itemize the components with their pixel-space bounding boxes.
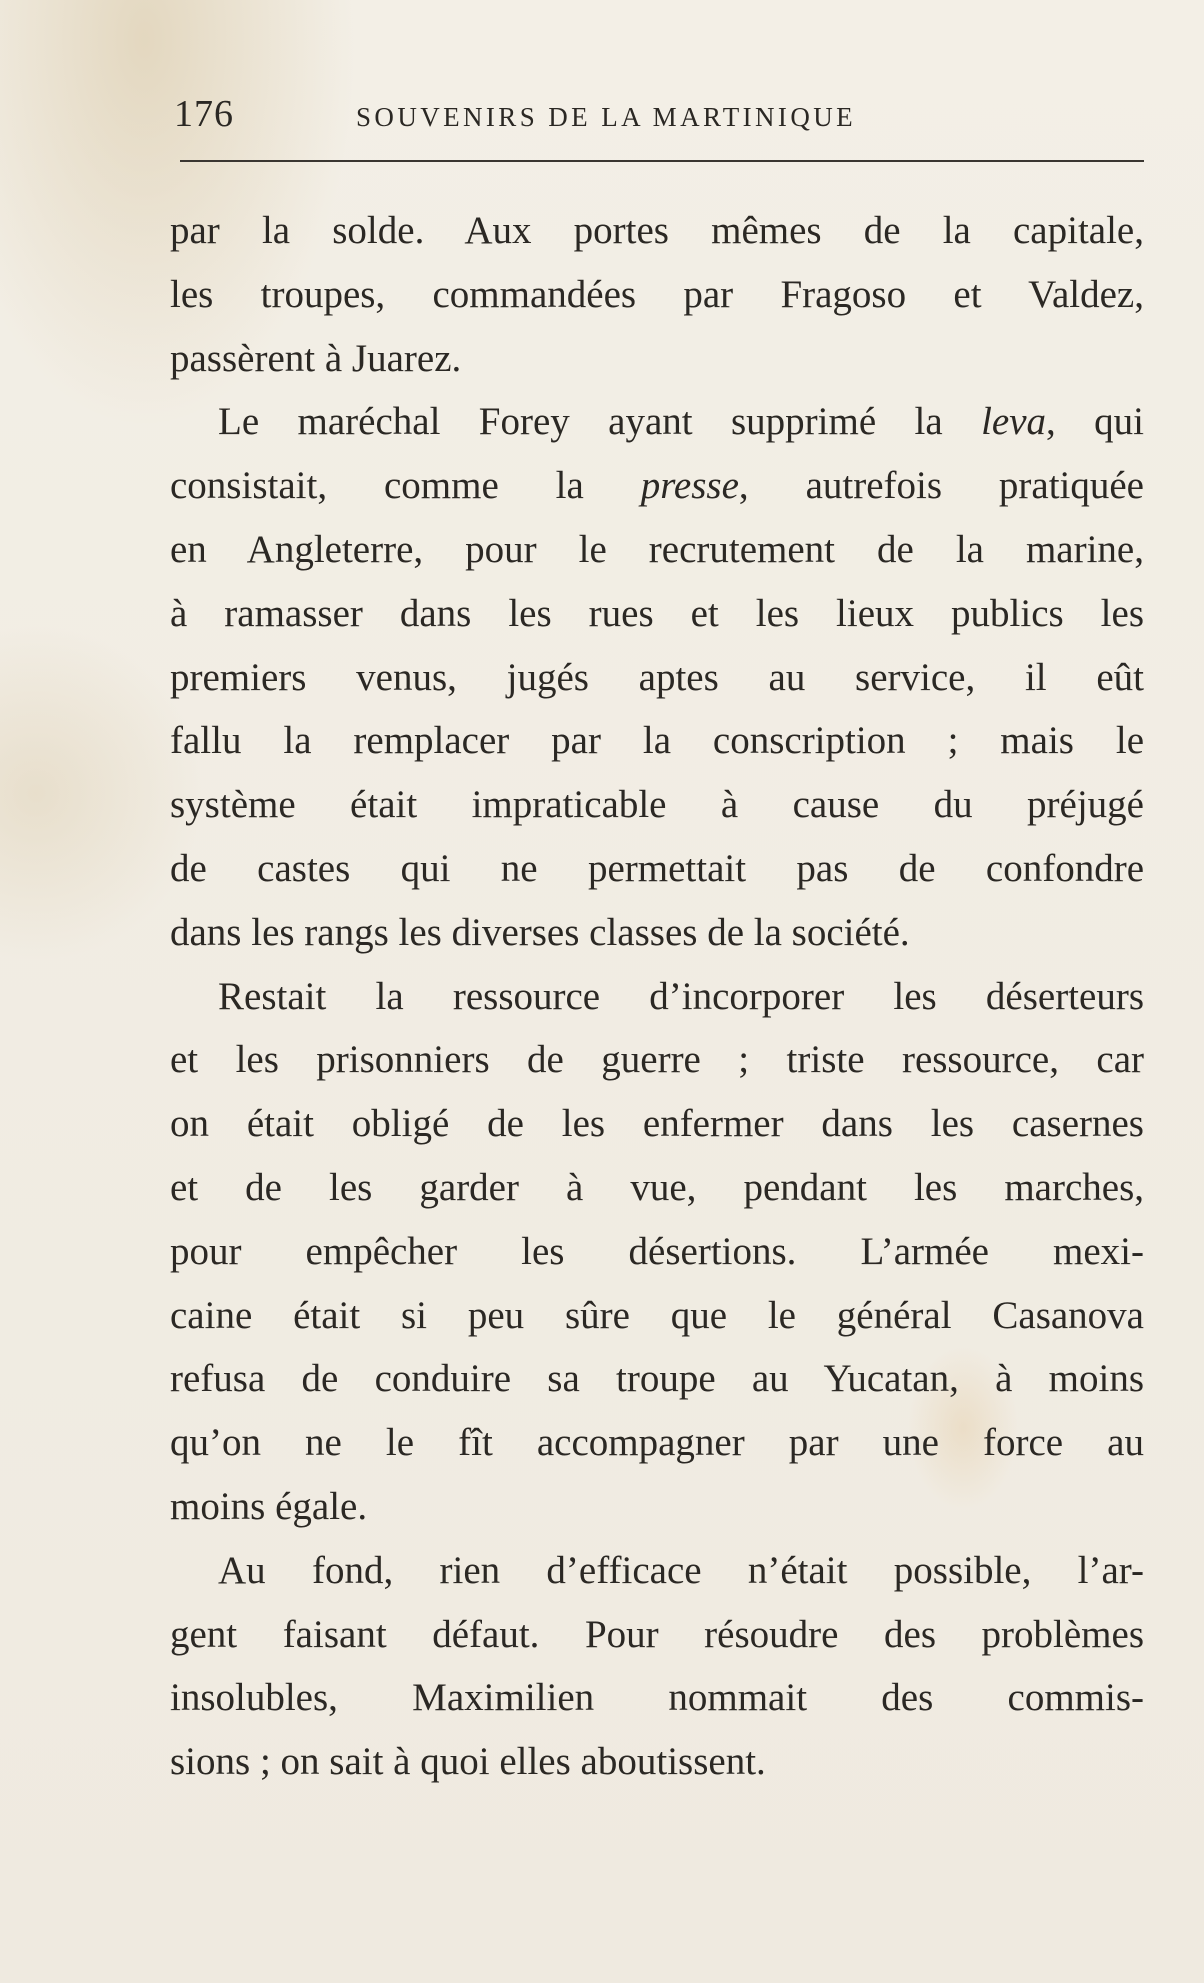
- text-line: par la solde. Aux portes mêmes de la capitale,: [170, 209, 1144, 252]
- text-line: à ramasser dans les rues et les lieux publics les: [170, 591, 1144, 635]
- text-line: système était impraticable à cause du préjugé: [170, 783, 1144, 827]
- text-segment: , qui: [1046, 400, 1144, 444]
- text-line: sions ; on sait à quoi elles aboutissent.: [170, 1740, 766, 1784]
- text-line: premiers venus, jugés aptes au service, il eût: [170, 655, 1144, 699]
- italic-term: leva: [981, 400, 1047, 444]
- text-line: passèrent à Juarez.: [170, 336, 462, 380]
- text-line: les troupes, commandées par Fragoso et Valdez,: [170, 272, 1144, 316]
- text-line: moins égale.: [170, 1484, 368, 1528]
- header-rule: [180, 160, 1144, 162]
- page-header: [170, 88, 1146, 148]
- text-line: Restait la ressource d’incorporer les déserteurs: [218, 974, 1144, 1018]
- text-line: insolubles, Maximilien nommait des commis-: [170, 1676, 1144, 1720]
- text-line: caine était si peu sûre que le général Casanova: [170, 1293, 1144, 1337]
- text-line: qu’on ne le fît accompagner par une force au: [170, 1421, 1144, 1465]
- text-segment: consistait, comme la: [170, 464, 641, 508]
- text-line: gent faisant défaut. Pour résoudre des problèmes: [170, 1612, 1144, 1656]
- body-text: [170, 199, 1144, 1794]
- italic-term: presse: [640, 464, 739, 508]
- text-line: et les prisonniers de guerre ; triste ressource, car: [170, 1038, 1144, 1082]
- text-line: [170, 454, 1144, 518]
- text-segment: , autrefois pratiquée: [738, 464, 1144, 508]
- text-line: dans les rangs les diverses classes de la société.: [170, 910, 910, 954]
- text-line: Au fond, rien d’efficace n’était possible, l’ar-: [218, 1548, 1144, 1592]
- text-line: en Angleterre, pour le recrutement de la marine,: [170, 527, 1144, 571]
- text-line: et de les garder à vue, pendant les marches,: [170, 1165, 1144, 1209]
- text-line: de castes qui ne permettait pas de confondre: [170, 846, 1144, 890]
- text-segment: Le maréchal Forey ayant supprimé la: [218, 400, 982, 444]
- text-line: on était obligé de les enfermer dans les casernes: [170, 1102, 1144, 1146]
- text-line: refusa de conduire sa troupe au Yucatan, à moins: [170, 1357, 1144, 1401]
- text-line: [170, 390, 1144, 454]
- text-line: pour empêcher les désertions. L’armée mexi-: [170, 1229, 1144, 1273]
- text-line: fallu la remplacer par la conscription ; mais le: [170, 719, 1144, 763]
- running-title: SOUVENIRS DE LA MARTINIQUE: [356, 102, 857, 132]
- page-number: 176: [174, 93, 234, 135]
